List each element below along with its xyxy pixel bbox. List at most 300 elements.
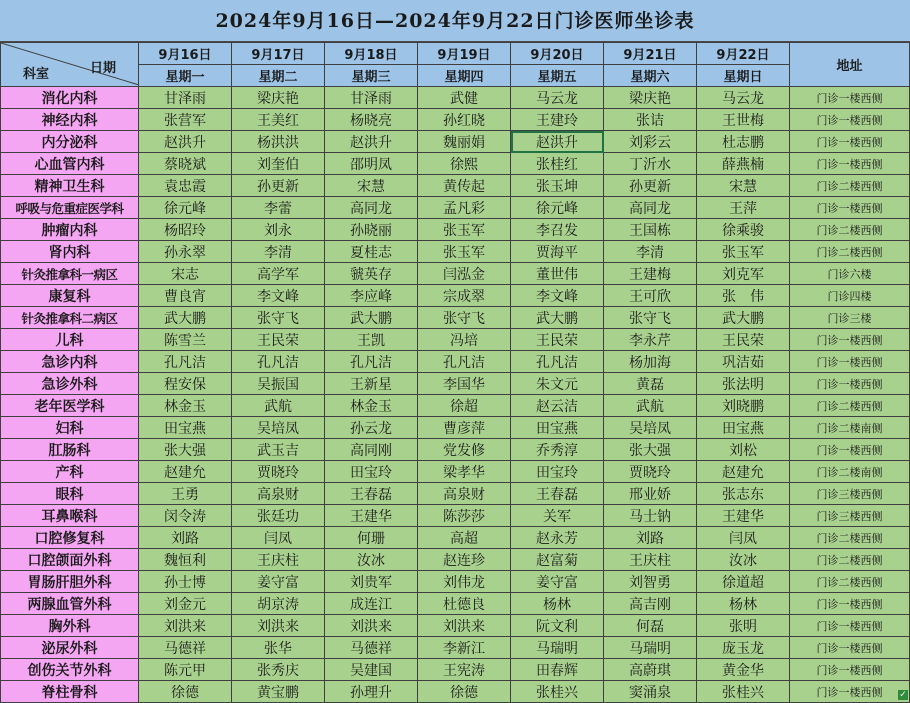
doctor-cell[interactable]: 刘路	[604, 527, 697, 549]
doctor-cell[interactable]: 乔秀淳	[511, 439, 604, 461]
doctor-cell[interactable]: 杨晓亮	[325, 109, 418, 131]
table-row	[1, 307, 910, 329]
doctor-cell[interactable]: 汝冰	[697, 549, 790, 571]
doctor-cell[interactable]: 何珊	[325, 527, 418, 549]
doctor-cell[interactable]: 陈莎莎	[418, 505, 511, 527]
doctor-cell[interactable]: 张诘	[604, 109, 697, 131]
doctor-cell[interactable]: 宋慧	[325, 175, 418, 197]
doctor-cell[interactable]: 李国华	[418, 373, 511, 395]
address-cell[interactable]: 门诊二楼西侧	[790, 571, 910, 593]
doctor-cell[interactable]: 梁庆艳	[604, 87, 697, 109]
table-row	[1, 439, 910, 461]
address-cell[interactable]: 门诊一楼西侧	[790, 329, 910, 351]
address-cell[interactable]: 门诊一楼西侧	[790, 373, 910, 395]
dept-cell[interactable]: 神经内科	[1, 109, 139, 131]
doctor-cell[interactable]: 姜守富	[232, 571, 325, 593]
dept-cell[interactable]: 胸外科	[1, 615, 139, 637]
dept-cell[interactable]: 康复科	[1, 285, 139, 307]
dept-cell[interactable]: 胃肠肝胆外科	[1, 571, 139, 593]
doctor-cell[interactable]: 王春磊	[511, 483, 604, 505]
table-row	[1, 483, 910, 505]
weekday-header-cell[interactable]: 星期一	[139, 65, 232, 87]
doctor-cell[interactable]: 张桂兴	[697, 681, 790, 703]
address-cell[interactable]: 门诊一楼西侧	[790, 197, 910, 219]
doctor-cell[interactable]: 刘贵军	[325, 571, 418, 593]
doctor-cell[interactable]: 吴培凤	[604, 417, 697, 439]
address-cell[interactable]: 门诊二楼西侧	[790, 219, 910, 241]
doctor-cell[interactable]: 张营军	[139, 109, 232, 131]
doctor-cell[interactable]: 程安保	[139, 373, 232, 395]
table-row	[1, 549, 910, 571]
doctor-cell[interactable]: 孙晓丽	[325, 219, 418, 241]
doctor-cell[interactable]: 孔凡洁	[325, 351, 418, 373]
doctor-cell[interactable]: 刘洪来	[139, 615, 232, 637]
dept-cell[interactable]: 急诊内科	[1, 351, 139, 373]
doctor-cell[interactable]: 刘洪来	[232, 615, 325, 637]
doctor-cell[interactable]: 武大鹏	[697, 307, 790, 329]
table-row	[1, 681, 910, 703]
doctor-cell[interactable]: 高蔚琪	[604, 659, 697, 681]
doctor-cell[interactable]: 田宝燕	[697, 417, 790, 439]
doctor-cell[interactable]: 闫泓金	[418, 263, 511, 285]
doctor-cell[interactable]: 杨昭玲	[139, 219, 232, 241]
doctor-cell[interactable]: 王庆柱	[232, 549, 325, 571]
doctor-cell[interactable]: 宋慧	[697, 175, 790, 197]
doctor-cell[interactable]: 高同龙	[325, 197, 418, 219]
doctor-cell[interactable]: 徐德	[418, 681, 511, 703]
doctor-cell[interactable]: 杜志鹏	[697, 131, 790, 153]
doctor-cell[interactable]: 贾海平	[511, 241, 604, 263]
doctor-cell[interactable]: 高同刚	[325, 439, 418, 461]
doctor-cell[interactable]: 闫凤	[697, 527, 790, 549]
doctor-cell[interactable]: 宗成翠	[418, 285, 511, 307]
weekday-header-cell[interactable]: 星期五	[511, 65, 604, 87]
doctor-cell[interactable]: 马德祥	[139, 637, 232, 659]
address-cell[interactable]: 门诊一楼西侧	[790, 87, 910, 109]
doctor-cell[interactable]: 赵洪升	[139, 131, 232, 153]
doctor-cell[interactable]: 马云龙	[511, 87, 604, 109]
doctor-cell[interactable]: 何磊	[604, 615, 697, 637]
doctor-cell[interactable]: 马云龙	[697, 87, 790, 109]
doctor-cell[interactable]: 武航	[232, 395, 325, 417]
doctor-cell[interactable]: 王国栋	[604, 219, 697, 241]
doctor-cell[interactable]: 李文峰	[511, 285, 604, 307]
doctor-cell[interactable]: 赵建允	[697, 461, 790, 483]
doctor-cell[interactable]: 孙更新	[604, 175, 697, 197]
doctor-cell[interactable]: 高同龙	[604, 197, 697, 219]
date-header-cell[interactable]: 9月21日	[604, 43, 697, 65]
doctor-cell[interactable]: 王萍	[697, 197, 790, 219]
doctor-cell[interactable]: 孙永翠	[139, 241, 232, 263]
doctor-cell[interactable]: 王民荣	[232, 329, 325, 351]
weekday-header-cell[interactable]: 星期六	[604, 65, 697, 87]
doctor-cell[interactable]: 王春磊	[325, 483, 418, 505]
doctor-cell[interactable]: 魏丽娟	[418, 131, 511, 153]
doctor-cell[interactable]: 王新星	[325, 373, 418, 395]
doctor-cell[interactable]: 王世梅	[697, 109, 790, 131]
doctor-cell[interactable]: 田春辉	[511, 659, 604, 681]
doctor-cell[interactable]: 王勇	[139, 483, 232, 505]
doctor-cell[interactable]: 张守飞	[604, 307, 697, 329]
doctor-cell[interactable]: 黄金华	[697, 659, 790, 681]
doctor-cell[interactable]: 杨林	[697, 593, 790, 615]
doctor-cell[interactable]: 曹良宵	[139, 285, 232, 307]
doctor-cell[interactable]: 李清	[232, 241, 325, 263]
doctor-cell[interactable]: 林金玉	[139, 395, 232, 417]
table-row	[1, 461, 910, 483]
doctor-cell[interactable]: 闵令涛	[139, 505, 232, 527]
doctor-cell[interactable]: 张守飞	[418, 307, 511, 329]
weekday-header-cell[interactable]: 星期二	[232, 65, 325, 87]
address-cell[interactable]: 门诊二楼西侧	[790, 549, 910, 571]
doctor-cell[interactable]: 黄宝鹏	[232, 681, 325, 703]
address-cell[interactable]: 门诊一楼西侧	[790, 109, 910, 131]
doctor-cell[interactable]: 赵富菊	[511, 549, 604, 571]
header-row-dates	[1, 43, 910, 65]
doctor-cell[interactable]: 朱文元	[511, 373, 604, 395]
dept-cell[interactable]: 口腔颌面外科	[1, 549, 139, 571]
schedule-table	[0, 42, 910, 703]
doctor-cell[interactable]: 王可欣	[604, 285, 697, 307]
table-row	[1, 175, 910, 197]
address-cell[interactable]: 门诊六楼	[790, 263, 910, 285]
date-header-cell[interactable]: 9月17日	[232, 43, 325, 65]
doctor-cell[interactable]: 关军	[511, 505, 604, 527]
address-cell[interactable]: 门诊三楼西侧	[790, 483, 910, 505]
table-row	[1, 109, 910, 131]
doctor-cell[interactable]: 徐乘骏	[697, 219, 790, 241]
doctor-cell[interactable]: 王宪涛	[418, 659, 511, 681]
doctor-cell[interactable]: 甘泽雨	[139, 87, 232, 109]
dept-cell[interactable]: 产科	[1, 461, 139, 483]
table-row	[1, 197, 910, 219]
doctor-cell[interactable]: 王民荣	[511, 329, 604, 351]
doctor-cell[interactable]: 李蕾	[232, 197, 325, 219]
doctor-cell[interactable]: 虢英存	[325, 263, 418, 285]
doctor-cell[interactable]: 孟凡彩	[418, 197, 511, 219]
table-row	[1, 131, 910, 153]
doctor-cell[interactable]: 孔凡洁	[232, 351, 325, 373]
doctor-cell[interactable]: 邢业娇	[604, 483, 697, 505]
dept-cell[interactable]: 妇科	[1, 417, 139, 439]
date-header-cell[interactable]: 9月20日	[511, 43, 604, 65]
doctor-cell[interactable]: 孔凡洁	[418, 351, 511, 373]
address-cell[interactable]: 门诊一楼西侧	[790, 593, 910, 615]
doctor-cell[interactable]: 田宝玲	[511, 461, 604, 483]
dept-cell[interactable]: 呼吸与危重症医学科	[1, 197, 139, 219]
doctor-cell[interactable]: 董世伟	[511, 263, 604, 285]
doctor-cell[interactable]: 黄磊	[604, 373, 697, 395]
address-cell[interactable]: 门诊一楼西侧	[790, 351, 910, 373]
doctor-cell[interactable]: 吴培凤	[232, 417, 325, 439]
doctor-cell[interactable]: 孔凡洁	[139, 351, 232, 373]
doctor-cell[interactable]: 刘晓鹏	[697, 395, 790, 417]
page-title: 2024年9月16日—2024年9月22日门诊医师坐诊表	[0, 0, 910, 42]
table-row	[1, 241, 910, 263]
doctor-cell[interactable]: 李应峰	[325, 285, 418, 307]
doctor-cell[interactable]: 党发修	[418, 439, 511, 461]
doctor-cell[interactable]: 刘奎伯	[232, 153, 325, 175]
address-cell[interactable]: 门诊二楼西侧	[790, 395, 910, 417]
doctor-cell[interactable]: 张玉军	[697, 241, 790, 263]
address-cell[interactable]: 门诊二楼西侧	[790, 175, 910, 197]
doctor-cell[interactable]: 徐元峰	[511, 197, 604, 219]
dept-cell[interactable]: 创伤关节外科	[1, 659, 139, 681]
doctor-cell[interactable]: 黄传起	[418, 175, 511, 197]
address-cell[interactable]: 门诊二楼西侧	[790, 527, 910, 549]
diagonal-divider	[1, 43, 139, 85]
doctor-cell[interactable]: 刘彩云	[604, 131, 697, 153]
dept-cell[interactable]: 针灸推拿科二病区	[1, 307, 139, 329]
doctor-cell[interactable]: 刘克军	[697, 263, 790, 285]
doctor-cell[interactable]: 宋志	[139, 263, 232, 285]
doctor-cell[interactable]: 马瑞明	[511, 637, 604, 659]
doctor-cell[interactable]: 王凯	[325, 329, 418, 351]
dept-cell[interactable]: 儿科	[1, 329, 139, 351]
doctor-cell[interactable]: 孙云龙	[325, 417, 418, 439]
table-row	[1, 395, 910, 417]
doctor-cell[interactable]: 蔡晓斌	[139, 153, 232, 175]
doctor-cell[interactable]: 贾晓玲	[232, 461, 325, 483]
doctor-cell[interactable]: 王建玲	[511, 109, 604, 131]
doctor-cell[interactable]: 刘智勇	[604, 571, 697, 593]
doctor-cell[interactable]: 张 伟	[697, 285, 790, 307]
table-row	[1, 219, 910, 241]
doctor-cell[interactable]: 阮文利	[511, 615, 604, 637]
table-row	[1, 417, 910, 439]
doctor-cell[interactable]: 庞玉龙	[697, 637, 790, 659]
doctor-cell[interactable]: 孙士博	[139, 571, 232, 593]
dept-cell[interactable]: 肛肠科	[1, 439, 139, 461]
doctor-cell[interactable]: 王建华	[697, 505, 790, 527]
dept-cell[interactable]: 急诊外科	[1, 373, 139, 395]
doctor-cell[interactable]: 孙理升	[325, 681, 418, 703]
doctor-cell[interactable]: 张法明	[697, 373, 790, 395]
doctor-cell[interactable]: 冯培	[418, 329, 511, 351]
doctor-cell[interactable]: 田宝玲	[325, 461, 418, 483]
doctor-cell[interactable]: 高学军	[232, 263, 325, 285]
dept-header-label: 科室	[23, 67, 50, 82]
address-cell[interactable]: 门诊一楼西侧	[790, 153, 910, 175]
table-row	[1, 571, 910, 593]
doctor-cell[interactable]: 李新江	[418, 637, 511, 659]
address-cell[interactable]: 门诊一楼西侧	[790, 681, 910, 703]
doctor-cell[interactable]: 张大强	[139, 439, 232, 461]
weekday-header-cell[interactable]: 星期日	[697, 65, 790, 87]
address-cell[interactable]: 门诊一楼西侧	[790, 659, 910, 681]
dept-cell[interactable]: 内分泌科	[1, 131, 139, 153]
address-cell[interactable]: 门诊三楼	[790, 307, 910, 329]
doctor-cell[interactable]: 高泉财	[418, 483, 511, 505]
doctor-cell[interactable]: 姜守富	[511, 571, 604, 593]
doctor-cell[interactable]: 孙红晓	[418, 109, 511, 131]
doctor-cell[interactable]: 高吉刚	[604, 593, 697, 615]
doctor-cell[interactable]: 刘路	[139, 527, 232, 549]
selected-doctor-cell[interactable]: 赵洪升	[511, 131, 604, 153]
address-cell[interactable]: 门诊一楼西侧	[790, 637, 910, 659]
doctor-cell[interactable]: 马士钠	[604, 505, 697, 527]
doctor-cell[interactable]: 刘金元	[139, 593, 232, 615]
doctor-cell[interactable]: 孙更新	[232, 175, 325, 197]
doctor-cell[interactable]: 薛燕楠	[697, 153, 790, 175]
doctor-cell[interactable]: 杨加海	[604, 351, 697, 373]
doctor-cell[interactable]: 武玉吉	[232, 439, 325, 461]
doctor-cell[interactable]: 胡京涛	[232, 593, 325, 615]
weekday-header-cell[interactable]: 星期四	[418, 65, 511, 87]
dept-cell[interactable]: 肾内科	[1, 241, 139, 263]
doctor-cell[interactable]: 赵云洁	[511, 395, 604, 417]
doctor-cell[interactable]: 赵连珍	[418, 549, 511, 571]
doctor-cell[interactable]: 高泉财	[232, 483, 325, 505]
doctor-cell[interactable]: 张桂红	[511, 153, 604, 175]
date-header-cell[interactable]: 9月18日	[325, 43, 418, 65]
doctor-cell[interactable]: 武大鹏	[325, 307, 418, 329]
doctor-cell[interactable]: 闫凤	[232, 527, 325, 549]
doctor-cell[interactable]: 魏恒利	[139, 549, 232, 571]
address-cell[interactable]: 门诊二楼西侧	[790, 241, 910, 263]
table-row	[1, 659, 910, 681]
table-row	[1, 285, 910, 307]
doctor-cell[interactable]: 甘泽雨	[325, 87, 418, 109]
doctor-cell[interactable]: 林金玉	[325, 395, 418, 417]
doctor-cell[interactable]: 吴建国	[325, 659, 418, 681]
doctor-cell[interactable]: 田宝燕	[511, 417, 604, 439]
doctor-cell[interactable]: 张廷功	[232, 505, 325, 527]
doctor-cell[interactable]: 袁忠霞	[139, 175, 232, 197]
table-row	[1, 329, 910, 351]
doctor-cell[interactable]: 张玉军	[418, 241, 511, 263]
doctor-cell[interactable]: 孔凡洁	[511, 351, 604, 373]
dept-cell[interactable]: 口腔修复科	[1, 527, 139, 549]
doctor-cell[interactable]: 杨林	[511, 593, 604, 615]
doctor-cell[interactable]: 徐超	[418, 395, 511, 417]
doctor-cell[interactable]: 李永芹	[604, 329, 697, 351]
doctor-cell[interactable]: 李清	[604, 241, 697, 263]
table-row	[1, 593, 910, 615]
doctor-cell[interactable]: 高超	[418, 527, 511, 549]
date-header-cell[interactable]: 9月19日	[418, 43, 511, 65]
doctor-cell[interactable]: 夏桂志	[325, 241, 418, 263]
dept-cell[interactable]: 针灸推拿科一病区	[1, 263, 139, 285]
dept-cell[interactable]: 耳鼻喉科	[1, 505, 139, 527]
doctor-cell[interactable]: 贾晓玲	[604, 461, 697, 483]
doctor-cell[interactable]: 武健	[418, 87, 511, 109]
doctor-cell[interactable]: 马德祥	[325, 637, 418, 659]
doctor-cell[interactable]: 武大鹏	[511, 307, 604, 329]
schedule-body	[1, 87, 910, 703]
doctor-cell[interactable]: 梁孝华	[418, 461, 511, 483]
dept-cell[interactable]: 心血管内科	[1, 153, 139, 175]
address-cell[interactable]: 门诊二楼南侧	[790, 461, 910, 483]
table-row	[1, 505, 910, 527]
doctor-cell[interactable]: 马瑞明	[604, 637, 697, 659]
doctor-cell[interactable]: 徐德	[139, 681, 232, 703]
corner-header[interactable]	[1, 43, 139, 87]
doctor-cell[interactable]: 张华	[232, 637, 325, 659]
table-row	[1, 87, 910, 109]
date-header-cell[interactable]: 9月22日	[697, 43, 790, 65]
date-header-cell[interactable]: 9月16日	[139, 43, 232, 65]
doctor-cell[interactable]: 刘伟龙	[418, 571, 511, 593]
doctor-cell[interactable]: 徐元峰	[139, 197, 232, 219]
dept-cell[interactable]: 泌尿外科	[1, 637, 139, 659]
doctor-cell[interactable]: 刘洪来	[418, 615, 511, 637]
status-check-icon: ✓	[899, 690, 907, 700]
address-header[interactable]: 地址	[790, 43, 910, 87]
doctor-cell[interactable]: 王美红	[232, 109, 325, 131]
doctor-cell[interactable]: 田宝燕	[139, 417, 232, 439]
doctor-cell[interactable]: 邵明凤	[325, 153, 418, 175]
date-header-label: 日期	[89, 61, 116, 76]
address-cell[interactable]: 门诊二楼南侧	[790, 417, 910, 439]
doctor-cell[interactable]: 王庆柱	[604, 549, 697, 571]
doctor-cell[interactable]: 陈雪兰	[139, 329, 232, 351]
dept-cell[interactable]: 肿瘤内科	[1, 219, 139, 241]
dept-cell[interactable]: 精神卫生科	[1, 175, 139, 197]
doctor-cell[interactable]: 李文峰	[232, 285, 325, 307]
table-row	[1, 615, 910, 637]
doctor-cell[interactable]: 张秀庆	[232, 659, 325, 681]
doctor-cell[interactable]: 张玉军	[418, 219, 511, 241]
table-row	[1, 373, 910, 395]
dept-cell[interactable]: 老年医学科	[1, 395, 139, 417]
doctor-cell[interactable]: 张守飞	[232, 307, 325, 329]
dept-cell[interactable]: 脊柱骨科	[1, 681, 139, 703]
doctor-cell[interactable]: 徐道超	[697, 571, 790, 593]
dept-cell[interactable]: 两腺血管外科	[1, 593, 139, 615]
address-cell[interactable]: 门诊一楼西侧	[790, 131, 910, 153]
address-cell[interactable]: 门诊一楼西侧	[790, 439, 910, 461]
doctor-cell[interactable]: 赵建允	[139, 461, 232, 483]
doctor-cell[interactable]: 梁庆艳	[232, 87, 325, 109]
address-cell[interactable]: 门诊三楼西侧	[790, 505, 910, 527]
doctor-cell[interactable]: 刘松	[697, 439, 790, 461]
doctor-cell[interactable]: 汝冰	[325, 549, 418, 571]
doctor-cell[interactable]: 王建梅	[604, 263, 697, 285]
doctor-cell[interactable]: 张志东	[697, 483, 790, 505]
doctor-cell[interactable]: 刘永	[232, 219, 325, 241]
doctor-cell[interactable]: 徐熙	[418, 153, 511, 175]
address-cell[interactable]: 门诊一楼西侧	[790, 615, 910, 637]
doctor-cell[interactable]: 张明	[697, 615, 790, 637]
doctor-cell[interactable]: 张玉坤	[511, 175, 604, 197]
doctor-cell[interactable]: 张桂兴	[511, 681, 604, 703]
doctor-cell[interactable]: 武航	[604, 395, 697, 417]
weekday-header-cell[interactable]: 星期三	[325, 65, 418, 87]
doctor-cell[interactable]: 武大鹏	[139, 307, 232, 329]
address-cell[interactable]: 门诊四楼	[790, 285, 910, 307]
doctor-cell[interactable]: 刘洪来	[325, 615, 418, 637]
doctor-cell[interactable]: 陈元甲	[139, 659, 232, 681]
doctor-cell[interactable]: 杜德良	[418, 593, 511, 615]
doctor-cell[interactable]: 吴振国	[232, 373, 325, 395]
doctor-cell[interactable]: 张大强	[604, 439, 697, 461]
table-row	[1, 527, 910, 549]
doctor-cell[interactable]: 李召发	[511, 219, 604, 241]
doctor-cell[interactable]: 曹彦萍	[418, 417, 511, 439]
doctor-cell[interactable]: 巩洁茹	[697, 351, 790, 373]
doctor-cell[interactable]: 成连江	[325, 593, 418, 615]
doctor-cell[interactable]: 赵洪升	[325, 131, 418, 153]
doctor-cell[interactable]: 王民荣	[697, 329, 790, 351]
dept-cell[interactable]: 消化内科	[1, 87, 139, 109]
doctor-cell[interactable]: 丁沂水	[604, 153, 697, 175]
doctor-cell[interactable]: 赵永芳	[511, 527, 604, 549]
doctor-cell[interactable]: 杨洪洪	[232, 131, 325, 153]
doctor-cell[interactable]: 窦涌泉	[604, 681, 697, 703]
doctor-cell[interactable]: 王建华	[325, 505, 418, 527]
dept-cell[interactable]: 眼科	[1, 483, 139, 505]
